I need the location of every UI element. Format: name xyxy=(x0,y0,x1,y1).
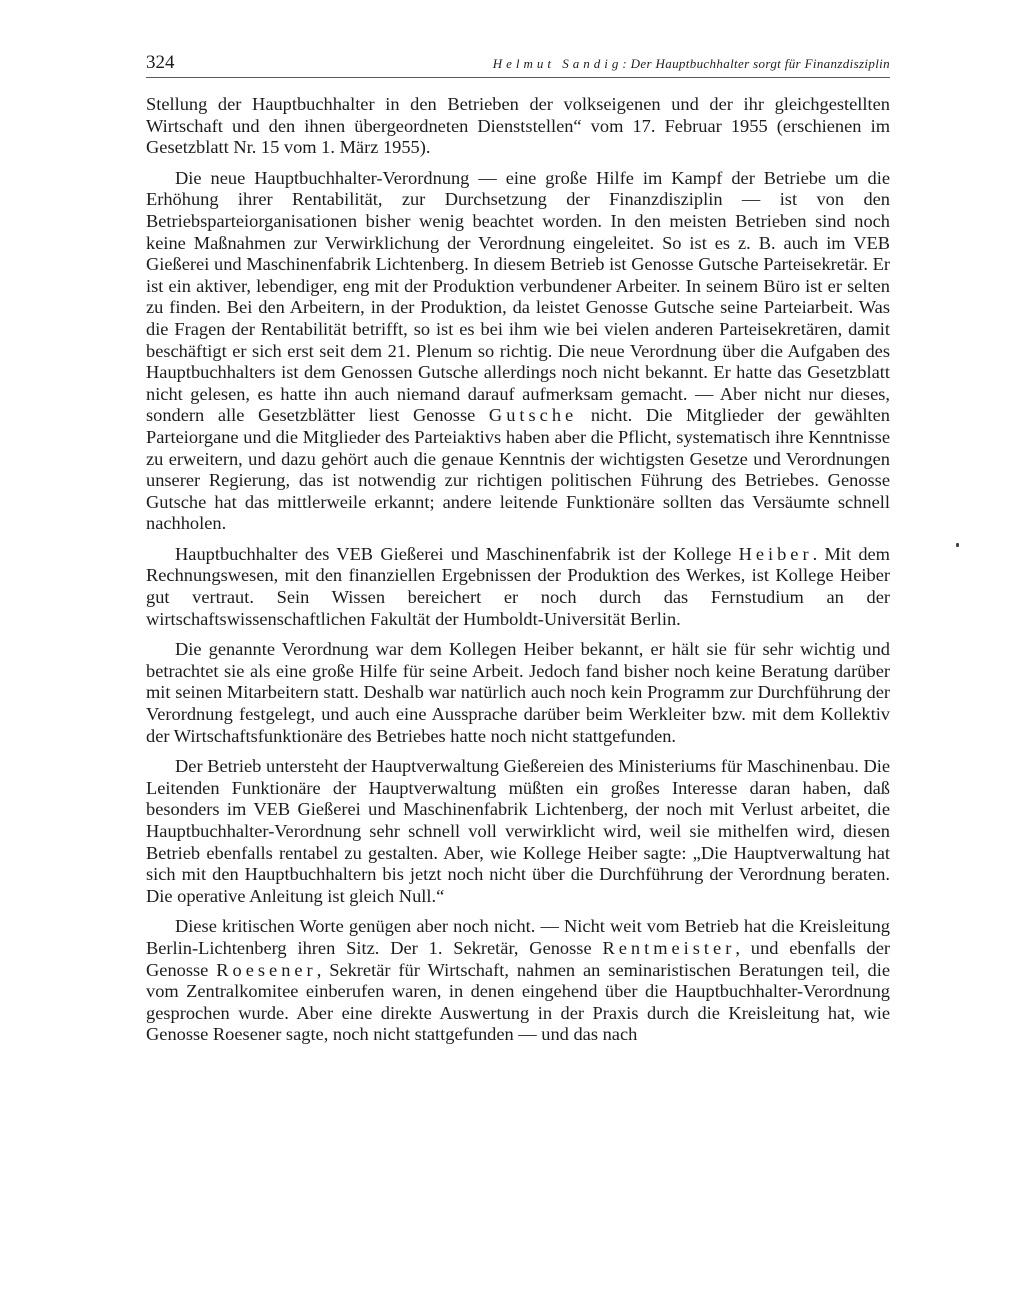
text-run: nicht. Die Mitglieder der gewählten Parteiorgane und die Mitglieder des Parteiaktivs haben aber die Pflicht, systematisch ihre Kenntnisse zu erweitern, und dazu gehört auch die genaue Kenntnis der wichtigsten Gesetze und Verordnungen unserer Regierung, das ist notwendig zur richtigen politischen Führung des Betriebes. Genosse Gutsche hat das mittlerweile erkannt; andere leitende Funktionäre sollten das Versäumte schnell nachholen. xyxy=(146,405,890,534)
margin-speck xyxy=(956,543,959,547)
text-run: , und ebenfalls der Genosse xyxy=(146,937,890,980)
running-head xyxy=(146,52,890,78)
text-run: Die genannte Verordnung war dem Kollegen Heiber bekannt, er hält sie für sehr wichtig und betrachtet sie als eine große Hilfe für seine Arbeit. Jedoch fand bisher noch keine Beratung darüber mit seinen Mitarbeitern statt. Deshalb war natürlich auch noch kein Programm zur Durchführung der Verordnung festgelegt, und auch eine Aussprache darüber beim Werkleiter bzw. mit dem Kollektiv der Wirtschaftsfunktionäre des Betriebes hatte noch nicht stattgefunden. xyxy=(146,639,890,746)
paragraph xyxy=(146,916,890,1046)
article-body xyxy=(146,94,890,1046)
text-run: Der Betrieb untersteht der Hauptverwaltung Gießereien des Ministeriums für Maschinenbau. Die Leitenden Funktionäre der Hauptverwaltung müßten ein großes Interesse daran haben, daß besonders im VEB Gießerei und Maschinenfabrik Lichtenberg, der noch mit Verlust arbeitet, die Hauptbuchhalter-Verordnung sehr schnell voll verwirklicht wird, weil sie mithelfen wird, diesen Betrieb ebenfalls rentabel zu gestalten. Aber, wie Kollege Heiber sagte: „Die Hauptverwaltung hat sich mit den Hauptbuchhaltern bis jetzt noch nicht über die Durchführung der Verordnung beraten. Die operative Anleitung ist gleich Null.“ xyxy=(146,756,890,906)
page-number: 324 xyxy=(146,52,175,73)
text-run: . Mit dem Rechnungswesen, mit den finanziellen Ergebnissen der Produktion des Werkes, ist Kollege Heiber gut vertraut. Sein Wissen bereichert er noch durch das Fernstudium an der wirtschaftswissenschaftlichen Fakultät der Humboldt-Universität Berlin. xyxy=(146,543,890,629)
text-run: Stellung der Hauptbuchhalter in den Betrieben der volkseigenen und der ihr gleichgestellten Wirtschaft und den ihnen übergeordneten Dienststellen“ vom 17. Februar 1955 (erschienen im Gesetzblatt Nr. 15 vom 1. März 1955). xyxy=(146,94,890,158)
spaced-name: Heiber xyxy=(738,543,813,564)
spaced-name: Rentmeister xyxy=(602,937,736,958)
article-title: : Der Hauptbuchhalter sorgt für Finanzdisziplin xyxy=(622,56,890,71)
spaced-name: Roesener xyxy=(216,959,317,980)
text-run: Hauptbuchhalter des VEB Gießerei und Maschinenfabrik ist der Kollege xyxy=(175,543,739,564)
text-run: Die neue Hauptbuchhalter-Verordnung — eine große Hilfe im Kampf der Betriebe um die Erhöhung ihrer Rentabilität, zur Durchsetzung der Finanzdisziplin — ist von den Betriebsparteiorganisationen bisher wenig beachtet worden. In den meisten Betrieben sind noch keine Maßnahmen zur Verwirklichung der Verordnung eingeleitet. So ist es z. B. auch im VEB Gießerei und Maschinenfabrik Lichtenberg. In diesem Betrieb ist Genosse Gutsche Parteisekretär. Er ist ein aktiver, lebendiger, eng mit der Produktion verbundener Arbeiter. In seinem Büro ist er selten zu finden. Bei den Arbeitern, in der Produktion, da leistet Genosse Gutsche seine Parteiarbeit. Was die Fragen der Rentabilität betrifft, so ist es bei ihm wie bei vielen anderen Parteisekretären, damit beschäftigt er sich erst seit dem 21. Plenum so richtig. Die neue Verordnung über die Aufgaben des Hauptbuchhalters ist dem Genossen Gutsche allerdings noch nicht bekannt. Er hatte das Gesetzblatt nicht gelesen, es hatte ihn auch niemand darauf aufmerksam gemacht. — Aber nicht nur dieses, sondern alle Gesetzblätter liest Genosse xyxy=(146,167,890,426)
text-run: Diese kritischen Worte genügen aber noch nicht. — Nicht weit vom Betrieb hat die Kreisleitung Berlin-Lichtenberg ihren Sitz. Der 1. Sekretär, Genosse xyxy=(146,916,890,958)
text-run: , Sekretär für Wirtschaft, nahmen an seminaristischen Beratungen teil, die vom Zentralkomitee einberufen waren, in denen eingehend über die Hauptbuchhalter-Verordnung gesprochen wurde. Aber eine direkte Auswertung in der Praxis durch die Kreisleitung hat, wie Genosse Roesener sagte, noch nicht stattgefunden — und das nach xyxy=(146,959,890,1045)
paragraph xyxy=(146,94,890,159)
author-name: Helmut Sandig xyxy=(492,56,623,71)
paragraph xyxy=(146,756,890,907)
spaced-name: Gutsche xyxy=(488,405,578,426)
document-page xyxy=(146,52,890,1055)
paragraph xyxy=(146,639,890,747)
paragraph xyxy=(146,168,890,535)
running-title xyxy=(493,56,890,72)
paragraph xyxy=(146,544,890,630)
